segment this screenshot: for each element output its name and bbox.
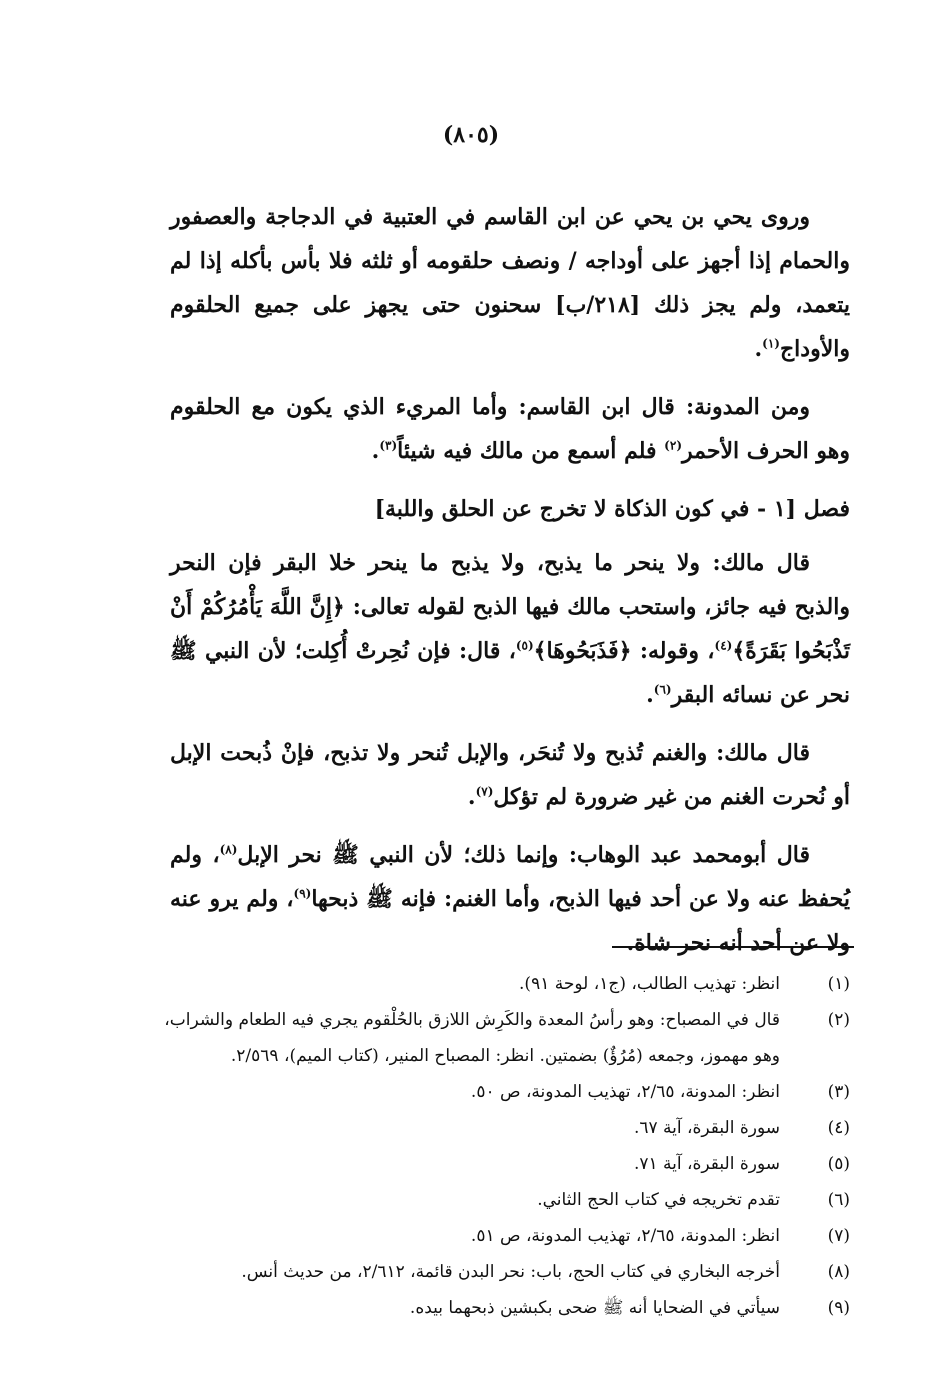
main-text [170,195,850,979]
footnote-ref-2: (٢) [664,438,682,453]
paragraph-3-text-b: ، وقوله: ﴿فَذَبَحُوهَا﴾ [533,638,715,664]
paragraph-4-text: قال مالك: والغنم تُذبح ولا تُنحَر، والإبل تُنحر ولا تذبح، فإنْ ذُبحت الإبل أو نُحرت الغنم من غير ضرورة لم تؤكل [170,740,850,810]
footnote-ref-9: (٩) [293,886,312,901]
footnote-ref-8: (٨) [219,842,238,857]
footnote-ref-5: (٥) [515,638,534,653]
footnote-item [150,1074,850,1110]
footnote-number: (٢) [827,1010,850,1030]
page-number: (٨٠٥) [442,122,500,148]
paragraph-3 [170,541,850,717]
footnote-item [150,1182,850,1218]
footnote-number: (٥) [827,1154,850,1174]
footnote-number: (٦) [827,1190,850,1210]
footnote-item [150,1254,850,1290]
footnote-ref-1: (١) [762,336,780,351]
footnote-text: انظر: تهذيب الطالب، (ج١، لوحة ٩١). [519,974,780,994]
paragraph-2-text: ومن المدونة: قال ابن القاسم: وأما المريء الذي يكون مع الحلقوم وهو الحرف الأحمر [170,394,850,464]
footnote-item [150,1290,850,1326]
paragraph-1 [170,195,850,371]
footnote-text: سورة البقرة، آية ٧١. [633,1154,780,1174]
footnotes [150,966,850,1326]
paragraph-5-text-c: ، ولم يرو عنه ولا عن أحد أنه نحر شاة. [170,886,850,956]
footnote-number: (١) [827,974,850,994]
paragraph-2-text-b: فلم أسمع من مالك فيه شيئاً [397,438,665,464]
footnote-ref-7: (٧) [475,784,494,799]
paragraph-5-text: قال أبومحمد عبد الوهاب: وإنما ذلك؛ لأن النبي ﷺ نحر الإبل [237,842,810,868]
footnote-item [150,966,850,1002]
footnote-number: (٧) [827,1226,850,1246]
footnote-text: سيأتي في الضحايا أنه ﷺ ضحى بكبشين ذبحهما بيده. [409,1298,780,1318]
footnote-ref-4: (٤) [714,638,733,653]
footnote-text: تقدم تخريجه في كتاب الحج الثاني. [537,1190,780,1210]
footnote-text: أخرجه البخاري في كتاب الحج، باب: نحر البدن قائمة، ٢/٦١٢، من حديث أنس. [241,1262,780,1282]
paragraph-2-end: . [371,438,380,464]
footnote-number: (٨) [827,1262,850,1282]
footnote-item [150,1218,850,1254]
footnote-text: سورة البقرة، آية ٦٧. [633,1118,780,1138]
footnote-item [150,1110,850,1146]
footnote-item [150,1002,850,1074]
paragraph-3-end: . [646,682,654,708]
paragraph-5-text-b: ، ولم يُحفظ عنه ولا عن أحد فيها الذبح، وأما الغنم: فإنه ﷺ ذبحها [170,842,850,912]
footnote-item [150,1146,850,1182]
paragraph-2 [170,385,850,473]
paragraph-4 [170,731,850,819]
footnote-text: انظر: المدونة، ٢/٦٥، تهذيب المدونة، ص ٥٠. [470,1082,780,1102]
footnote-text: انظر: المدونة، ٢/٦٥، تهذيب المدونة، ص ٥١. [470,1226,780,1246]
paragraph-1-text: وروى يحي بن يحي عن ابن القاسم في العتبية في الدجاجة والعصفور والحمام إذا أجهز على أوداجه / ونصف حلقومه أو ثلثه فلا بأس بأكله إذا لم يتعمد، ولم يجز ذلك [٢١٨/ب] سحنون حتى يجهز على جميع الحلقوم والأوداج [170,204,850,362]
footnote-ref-6: (٦) [653,682,672,697]
paragraph-1-end: . [754,336,763,362]
paragraph-3-text: قال مالك: ولا ينحر ما يذبح، ولا يذبح ما ينحر خلا البقر فإن النحر والذبح فيه جائز، واستحب مالك فيها الذبح لقوله تعالى: ﴿إِنَّ اللَّهَ يَأْمُرُكُمْ أَنْ تَذْبَحُوا بَقَرَةً﴾ [170,550,850,664]
paragraph-4-end: . [467,784,476,810]
footnote-number: (٣) [827,1082,850,1102]
footnote-separator [612,946,854,948]
footnote-number: (٩) [827,1298,850,1318]
section-heading: فصل [١ - في كون الذكاة لا تخرج عن الحلق واللبة] [374,496,850,522]
paragraph-3-text-c: ، قال: فإن نُحِرتْ أُكِلت؛ لأن النبي ﷺ نحر عن نسائه البقر [170,638,850,708]
footnote-ref-3: (٣) [379,438,398,453]
footnote-text: قال في المصباح: وهو رأسُ المعدة والكَرِش اللازق بالحُلْقوم يجري فيه الطعام والشراب، وهو مهموز، وجمعه (مُرُؤٌ) بضمتين. انظر: المصباح المنير، (كتاب الميم)، ٢/٥٦٩. [164,1010,780,1066]
footnote-number: (٤) [827,1118,850,1138]
